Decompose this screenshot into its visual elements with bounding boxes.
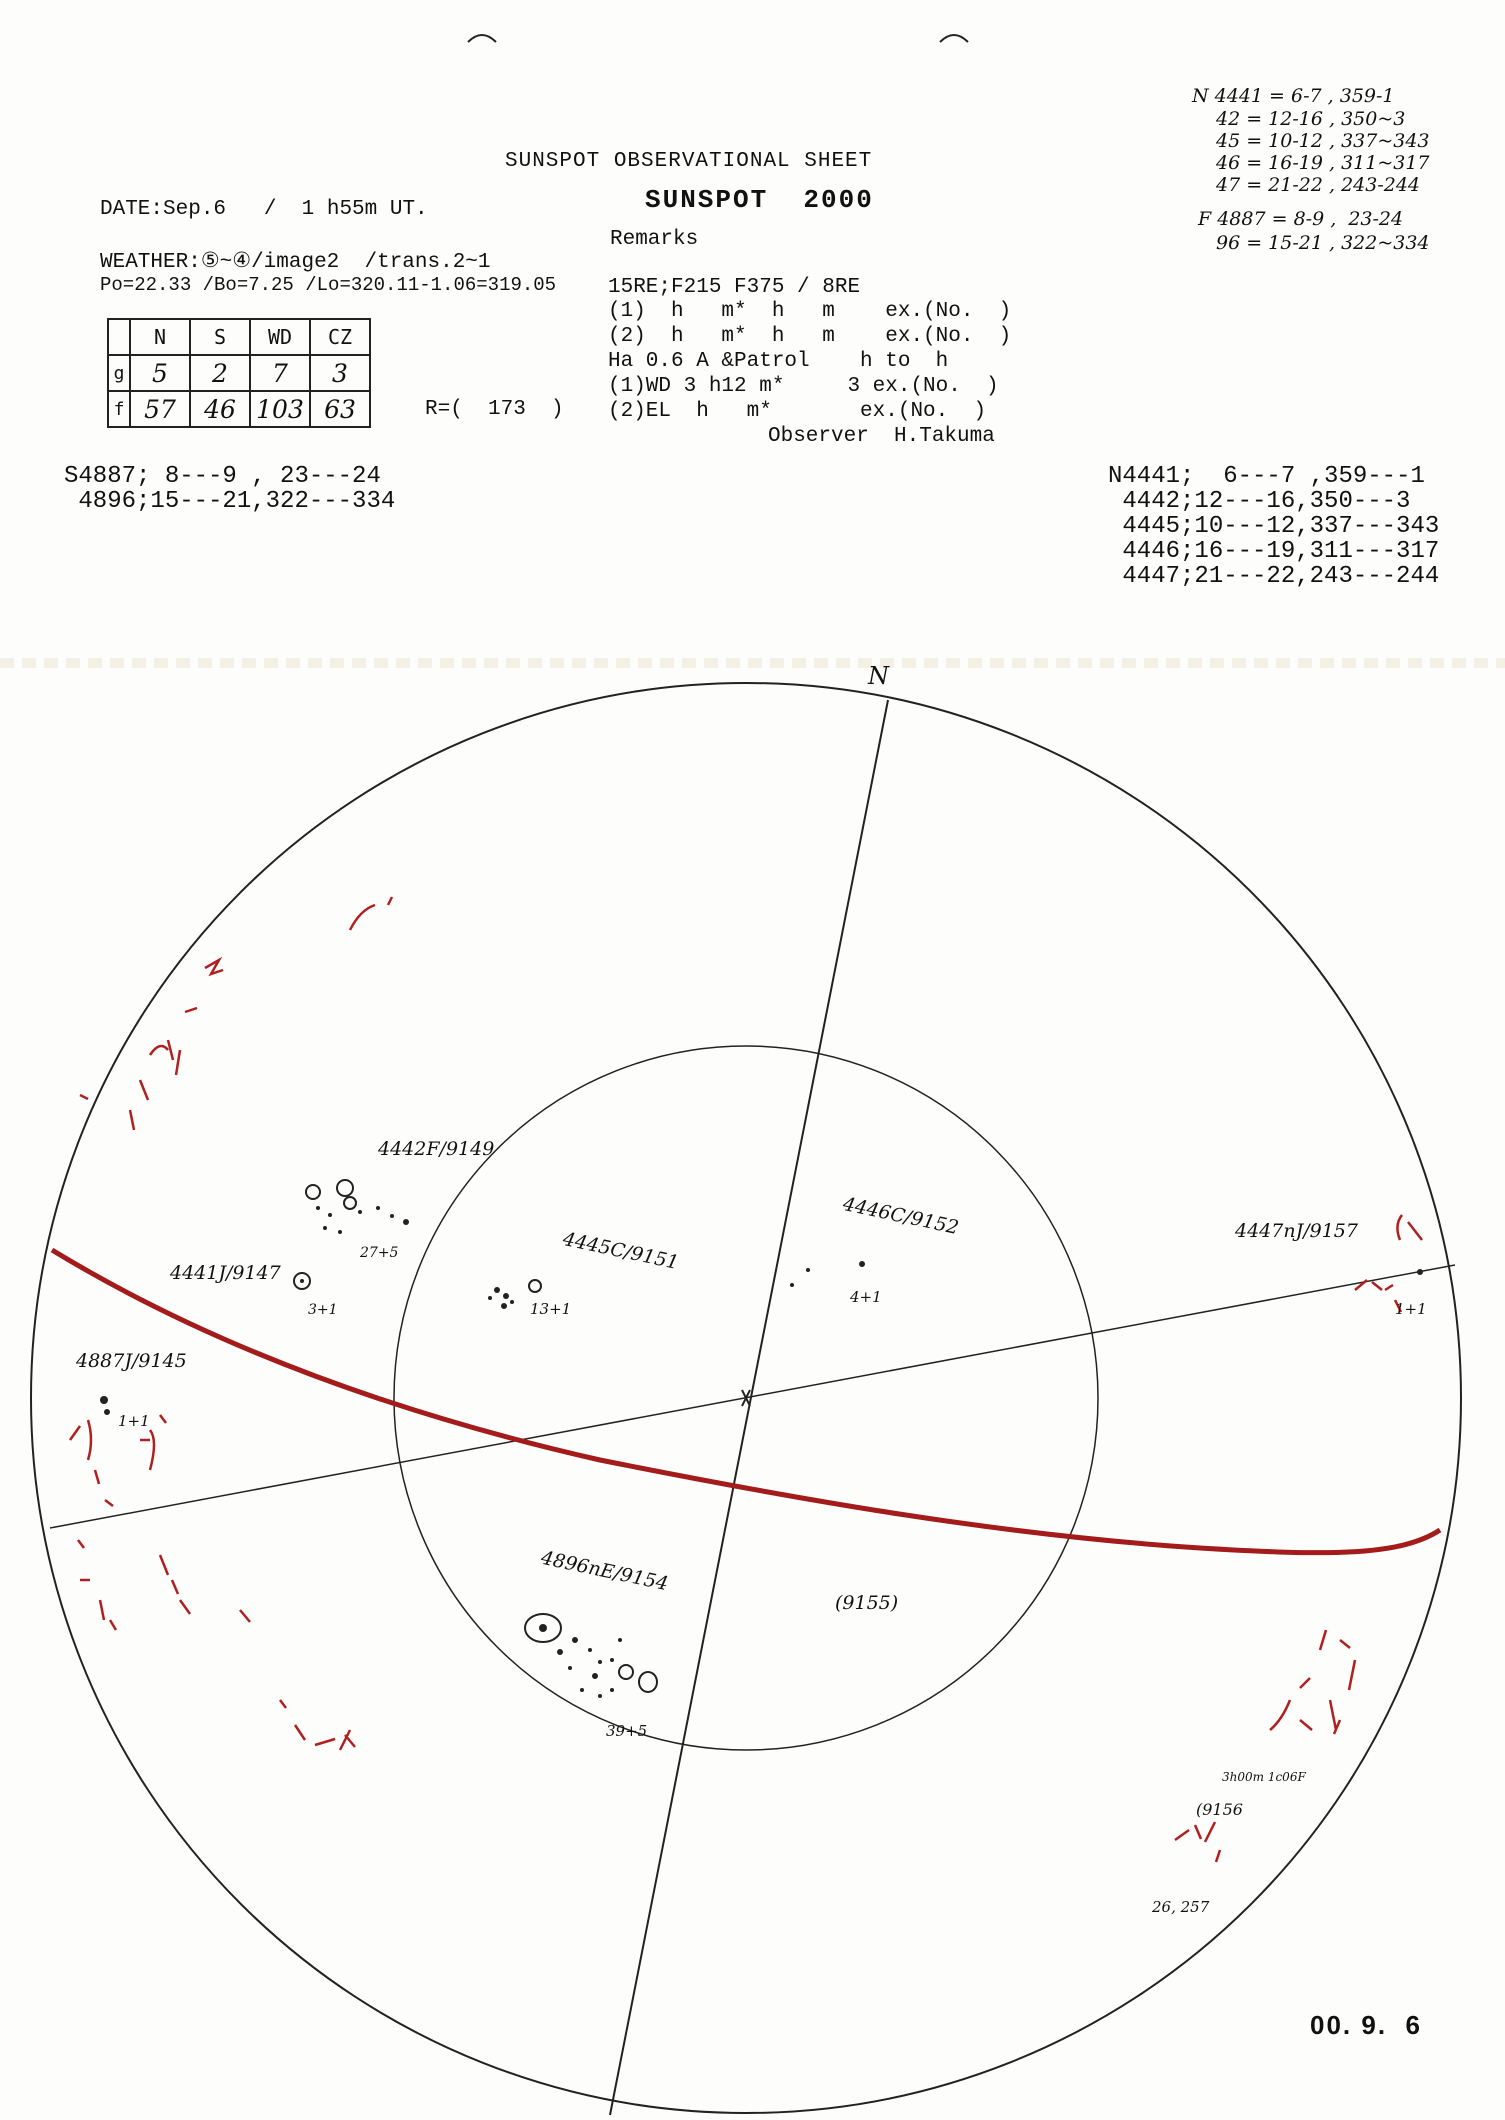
sheet-subtitle: SUNSPOT 2000 (645, 185, 874, 215)
north-marker: N (868, 662, 889, 690)
north-south-axis (610, 700, 888, 2115)
f-wd: 103 (250, 391, 310, 427)
g-s: 2 (190, 355, 250, 391)
note-9156-time: 3h00m 1c06F (1222, 1770, 1306, 1784)
south-group-list: S4887; 8---9 , 23---24 (64, 463, 381, 490)
group-count-4441: 3+1 (308, 1302, 338, 1318)
note-line: 46 = 16-19 , 311~317 (1216, 152, 1430, 174)
group-label-4446: 4446C/9152 (840, 1193, 961, 1239)
note-line: 42 = 12-16 , 350~3 (1216, 108, 1406, 130)
group-count-4445: 13+1 (530, 1300, 572, 1318)
table-row (108, 391, 370, 427)
header-wd: WD (250, 319, 310, 355)
group-count-4896: 39+5 (606, 1722, 648, 1740)
observer-name: Observer H.Takuma (768, 425, 995, 448)
group-label-4442: 4442F/9149 (378, 1138, 495, 1160)
group-count-4446: 4+1 (850, 1288, 882, 1306)
page-fold (0, 658, 1505, 668)
header-n: N (130, 319, 190, 355)
group-label-4887: 4887J/9145 (76, 1350, 187, 1372)
group-label-4447: 4447nJ/9157 (1235, 1220, 1358, 1242)
g-cz: 3 (310, 355, 370, 391)
north-group-list: N4441; 6---7 ,359---1 (1108, 463, 1425, 490)
header-cz: CZ (310, 319, 370, 355)
binder-mark-left (468, 35, 496, 42)
note-line: 47 = 21-22 , 243-244 (1216, 174, 1421, 196)
remarks-line: 15RE;F215 F375 / 8RE (608, 276, 861, 299)
relative-number: R=( 173 ) (425, 398, 564, 421)
note-line: N 4441 = 6-7 , 359-1 (1192, 85, 1395, 107)
faculae-marks (70, 897, 1422, 1862)
date-stamp: 00. 9. 6 (1310, 2010, 1422, 2040)
group-label-4445: 4445C/9151 (560, 1228, 681, 1274)
spot-group-4442 (306, 1180, 409, 1234)
note-line: F 4887 = 8-9 , 23-24 (1198, 208, 1404, 230)
north-group-list: 4446;16---19,311---317 (1108, 538, 1440, 565)
f-cz: 63 (310, 391, 370, 427)
north-group-list: 4447;21---22,243---244 (1108, 563, 1440, 590)
remarks-line: (1)WD 3 h12 m* 3 ex.(No. ) (608, 375, 999, 398)
sheet-title: SUNSPOT OBSERVATIONAL SHEET (505, 150, 873, 173)
solar-equator-curve (52, 1250, 1440, 1553)
spot-group-4446 (790, 1261, 865, 1287)
remarks-line: (1) h m* h m ex.(No. ) (608, 300, 1012, 323)
remarks-line: (2) h m* h m ex.(No. ) (608, 325, 1012, 348)
observation-date: DATE:Sep.6 / 1 h55m UT. (100, 198, 428, 221)
f-n: 57 (130, 391, 190, 427)
spot-group-4896 (525, 1614, 657, 1698)
group-label-4441: 4441J/9147 (170, 1262, 281, 1284)
spot-group-4441 (294, 1273, 310, 1289)
observation-params: Po=22.33 /Bo=7.25 /Lo=320.11-1.06=319.05 (100, 274, 557, 296)
note-line: 96 = 15-21 , 322~334 (1216, 232, 1430, 254)
north-group-list: 4445;10---12,337---343 (1108, 513, 1440, 540)
row-label-g: g (108, 355, 130, 391)
group-count-4442: 27+5 (360, 1245, 399, 1261)
row-label-f: f (108, 391, 130, 427)
binder-mark-right (940, 35, 968, 42)
header-s: S (190, 319, 250, 355)
g-n: 5 (130, 355, 190, 391)
spot-group-4887 (100, 1396, 110, 1415)
observation-weather: WEATHER:⑤~④/image2 /trans.2~1 (100, 251, 491, 274)
remarks-line: (2)EL h m* ex.(No. ) (608, 400, 987, 423)
remarks-line: Ha 0.6 A &Patrol h to h (608, 350, 949, 373)
spot-group-4447 (1417, 1269, 1423, 1275)
note-9156-position: 26, 257 (1152, 1898, 1210, 1916)
table-row (108, 355, 370, 391)
group-count-4887: 1+1 (118, 1412, 150, 1430)
group-label-4896: 4896nE/9154 (539, 1546, 671, 1596)
group-label-9155: (9155) (835, 1592, 899, 1614)
group-count-table (107, 318, 371, 428)
south-group-list: 4896;15---21,322---334 (64, 488, 396, 515)
north-group-list: 4442;12---16,350---3 (1108, 488, 1411, 515)
g-wd: 7 (250, 355, 310, 391)
group-label-9156: (9156 (1196, 1800, 1243, 1819)
remarks-label: Remarks (610, 228, 699, 251)
table-header-row (108, 319, 370, 355)
group-count-4447: 1+1 (1395, 1300, 1427, 1318)
f-s: 46 (190, 391, 250, 427)
note-line: 45 = 10-12 , 337~343 (1216, 130, 1430, 152)
